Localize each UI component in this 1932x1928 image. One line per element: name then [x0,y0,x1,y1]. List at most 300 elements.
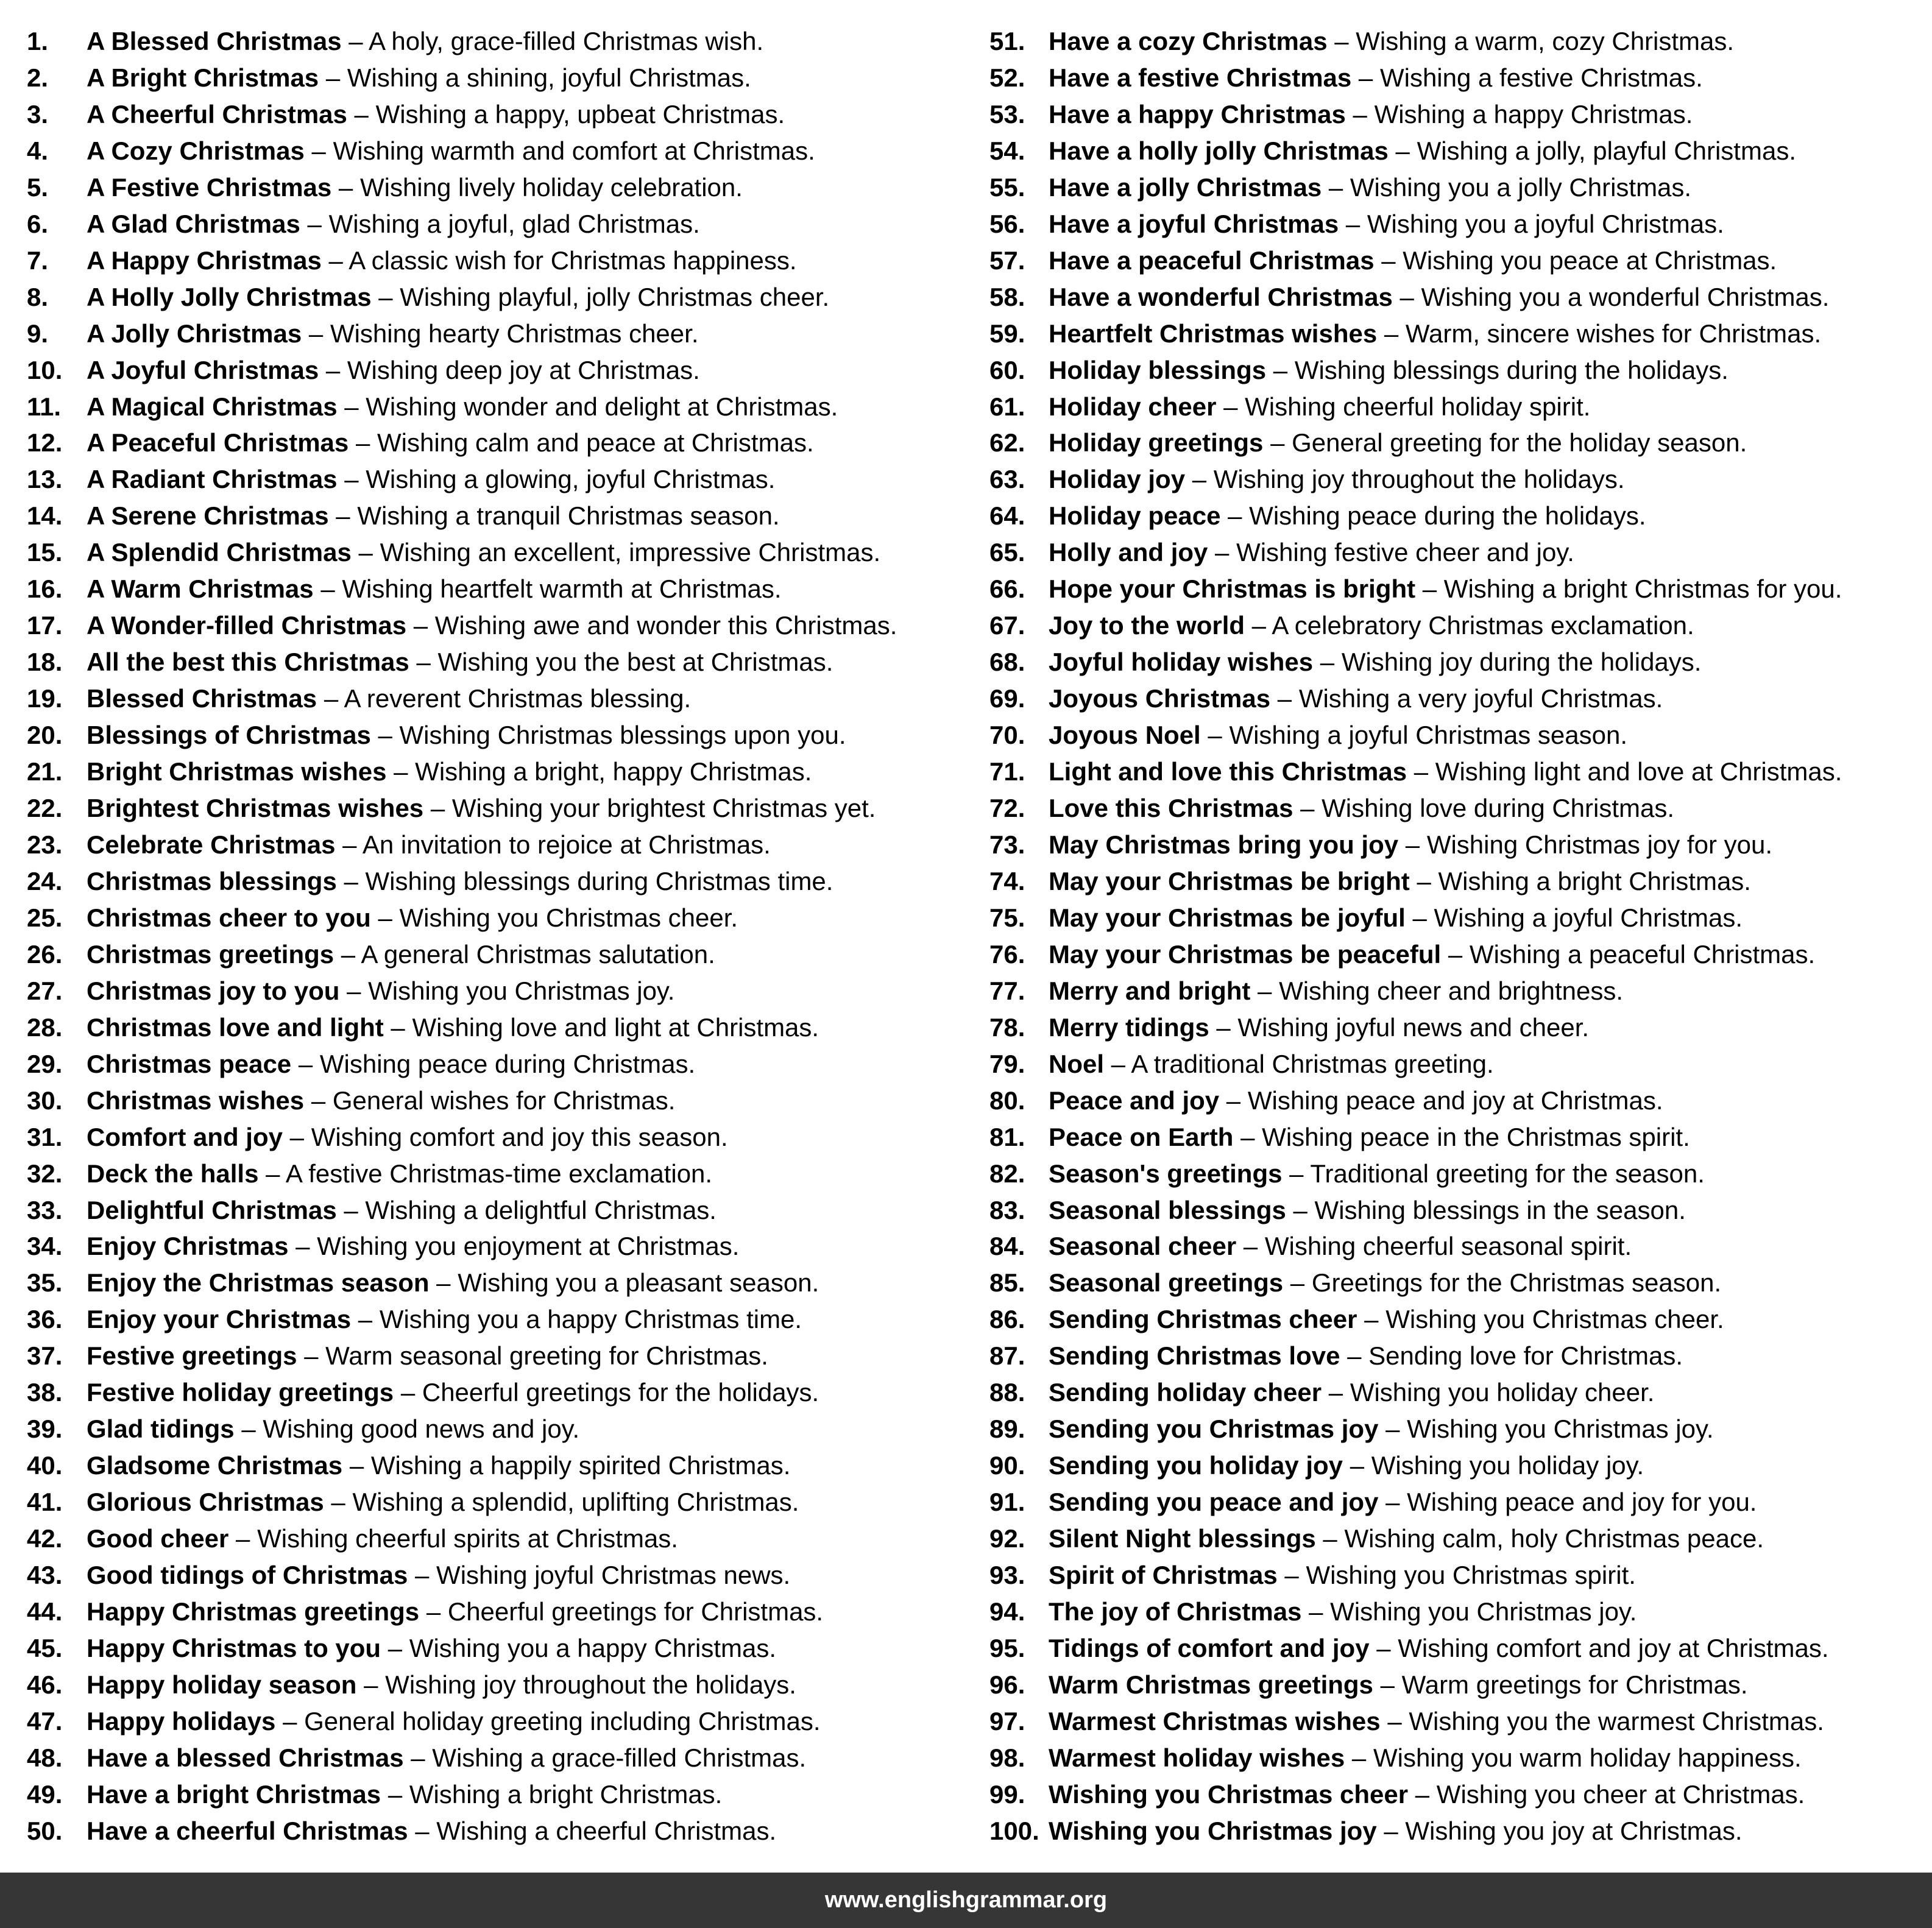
item-body [1049,461,1625,498]
item-description: Wishing a shining, joyful Christmas. [347,63,751,92]
item-description: A festive Christmas-time exclamation. [285,1159,713,1188]
item-term: A Joyful Christmas [87,355,319,384]
item-term: Silent Night blessings [1049,1524,1316,1553]
item-separator: – [324,1488,353,1517]
item-number: 73. [989,830,1025,859]
item-term: A Serene Christmas [87,501,329,531]
item-term: Have a joyful Christmas [1049,209,1339,238]
item-body [1049,1594,1637,1630]
item-number: 60. [989,355,1025,384]
item-number: 64. [989,501,1025,531]
item-separator: – [1219,1086,1248,1115]
item-separator: – [319,63,347,92]
item-description: Wishing blessings during Christmas time. [365,866,833,895]
item-number: 10. [27,355,63,384]
item-number: 11. [27,392,62,421]
item-number: 2. [27,63,49,92]
item-separator: – [304,136,333,165]
item-separator: – [234,1414,263,1444]
item-separator: – [347,99,376,129]
item-separator: – [423,794,452,823]
item-number: 26. [27,939,63,969]
item-term: Happy holidays [87,1706,276,1736]
item-body [87,1520,678,1557]
item-term: Wishing you Christmas joy [1049,1816,1377,1845]
item-body [1049,1338,1683,1374]
item-number: 25. [27,903,63,932]
item-description: Wishing festive cheer and joy. [1236,538,1574,567]
item-body [1049,1484,1757,1520]
item-term: Brightest Christmas wishes [87,794,424,823]
item-number: 99. [989,1779,1025,1809]
item-number: 90. [989,1451,1025,1480]
item-description: Wishing awe and wonder this Christmas. [434,611,897,640]
item-description: Wishing a delightful Christmas. [365,1195,717,1224]
item-term: Holiday joy [1049,465,1186,494]
item-body [1049,133,1796,169]
item-separator: – [302,319,330,348]
item-body [1049,316,1821,352]
item-number: 16. [27,574,63,604]
item-description: Wishing you a happy Christmas. [409,1633,777,1662]
item-description: Wishing love during Christmas. [1322,794,1675,823]
item-separator: – [408,1561,437,1590]
item-term: Sending you peace and joy [1049,1488,1379,1517]
item-separator: – [1233,1122,1262,1151]
item-term: A Glad Christmas [87,209,300,238]
item-body [1049,352,1729,389]
item-body [87,1082,675,1119]
item-description: Wishing wonder and delight at Christmas. [366,392,838,421]
item-separator: – [1378,1488,1407,1517]
item-description: Wishing peace in the Christmas spirit. [1262,1122,1690,1151]
item-separator: – [331,172,360,202]
item-body [87,1776,722,1813]
item-number: 51. [989,27,1025,55]
item-number: 46. [27,1670,63,1699]
item-separator: – [419,1597,448,1626]
item-body [87,534,880,571]
item-number: 83. [989,1195,1025,1224]
item-term: Christmas cheer to you [87,903,371,932]
item-description: Wishing a happily spirited Christmas. [370,1451,791,1480]
item-number: 18. [27,648,63,677]
item-description: Wishing a grace-filled Christmas. [432,1743,807,1772]
item-separator: – [1392,282,1421,311]
item-separator: – [403,1743,433,1772]
item-number: 34. [27,1232,63,1261]
item-body [87,352,700,389]
item-description: Wishing comfort and joy at Christmas. [1398,1633,1829,1662]
item-body [87,206,700,242]
item-separator: – [1415,574,1444,604]
item-term: A Wonder-filled Christmas [87,611,407,640]
item-description: Wishing you holiday cheer. [1350,1378,1655,1407]
item-body [1049,1776,1805,1813]
item-body [87,1630,776,1667]
item-term: Sending holiday cheer [1049,1378,1322,1407]
item-body [87,1594,823,1630]
item-term: Hope your Christmas is bright [1049,574,1416,604]
item-description: Wishing a glowing, joyful Christmas. [366,465,776,494]
item-description: Sending love for Christmas. [1368,1341,1683,1371]
item-term: Joyful holiday wishes [1049,648,1314,677]
item-number: 37. [27,1341,63,1371]
item-separator: – [1327,27,1356,55]
item-term: A Bright Christmas [87,63,319,92]
item-separator: – [1293,794,1322,823]
item-body [87,1265,819,1301]
item-term: A Cozy Christmas [87,136,305,165]
item-number: 17. [27,611,63,640]
item-number: 50. [27,1816,63,1845]
item-description: General wishes for Christmas. [332,1086,676,1115]
item-separator: – [409,648,438,677]
item-separator: – [335,830,363,859]
item-separator: – [1373,1670,1402,1699]
item-description: Wishing calm and peace at Christmas. [377,428,814,457]
item-term: Have a cheerful Christmas [87,1816,408,1845]
item-description: Wishing a bright, happy Christmas. [415,757,812,786]
item-body [1049,680,1663,717]
item-description: Wishing peace and joy at Christmas. [1247,1086,1663,1115]
item-term: Warmest holiday wishes [1049,1743,1345,1772]
item-separator: – [1376,1816,1406,1845]
item-description: A celebratory Christmas exclamation. [1272,611,1694,640]
item-separator: – [1377,319,1406,348]
item-body [1049,607,1694,644]
item-number: 87. [989,1341,1025,1371]
item-number: 31. [27,1122,63,1151]
item-number: 19. [27,684,63,713]
item-body [87,23,763,60]
item-separator: – [1343,1451,1371,1480]
item-body [87,1228,739,1265]
item-description: Wishing cheerful spirits at Christmas. [257,1524,678,1553]
item-description: Wishing joy during the holidays. [1341,648,1702,677]
item-number: 23. [27,830,63,859]
item-separator: – [283,1122,311,1151]
item-separator: – [336,866,366,895]
item-description: Wishing you a happy Christmas time. [379,1305,802,1334]
item-term: A Holly Jolly Christmas [87,282,372,311]
item-term: Merry and bright [1049,976,1251,1005]
item-description: Wishing you a jolly Christmas. [1350,172,1692,202]
item-separator: – [1250,976,1279,1005]
item-number: 75. [989,903,1025,932]
item-number: 40. [27,1451,63,1480]
item-number: 93. [989,1561,1025,1590]
item-term: A Festive Christmas [87,172,332,202]
item-body [1049,1630,1829,1667]
item-body [87,607,897,644]
item-term: Bright Christmas wishes [87,757,387,786]
item-separator: – [1351,63,1380,92]
item-separator: – [1315,1524,1345,1553]
item-separator: – [351,538,380,567]
item-description: Wishing a festive Christmas. [1379,63,1703,92]
item-number: 95. [989,1633,1025,1662]
item-description: Wishing a jolly, playful Christmas. [1417,136,1796,165]
item-term: Have a holly jolly Christmas [1049,136,1389,165]
item-term: Have a bright Christmas [87,1779,381,1809]
item-term: Joyous Noel [1049,721,1201,750]
item-term: Have a jolly Christmas [1049,172,1322,202]
item-description: A reverent Christmas blessing. [344,684,692,713]
item-body [1049,1046,1494,1082]
item-separator: – [1369,1633,1398,1662]
item-description: Wishing peace during Christmas. [319,1049,696,1078]
item-body [87,754,812,790]
item-description: Wishing a warm, cozy Christmas. [1356,27,1735,55]
item-number: 69. [989,684,1025,713]
item-separator: – [386,757,416,786]
item-description: Wishing blessings during the holidays. [1294,355,1729,384]
item-separator: – [1345,99,1375,129]
item-term: Blessings of Christmas [87,721,371,750]
item-body [1049,717,1627,754]
item-description: Wishing blessings in the season. [1314,1195,1686,1224]
item-body [1049,1703,1824,1740]
item-term: Good tidings of Christmas [87,1561,408,1590]
item-body [87,242,797,279]
item-number: 100. [989,1816,1039,1845]
item-body [1049,936,1815,973]
item-term: Wishing you Christmas cheer [1049,1779,1409,1809]
item-description: Wishing you cheer at Christmas. [1436,1779,1805,1809]
item-number: 54. [989,136,1025,165]
item-number: 79. [989,1049,1025,1078]
item-number: 58. [989,282,1025,311]
item-description: Wishing a bright Christmas. [1438,866,1751,895]
item-body [87,1156,712,1192]
item-description: Wishing a joyful Christmas season. [1229,721,1628,750]
item-number: 62. [989,428,1025,457]
footer-banner [0,1873,1932,1928]
item-separator: – [334,939,361,969]
item-description: Wishing you enjoyment at Christmas. [317,1232,740,1261]
item-separator: – [1441,939,1470,969]
item-description: Wishing you warm holiday happiness. [1373,1743,1802,1772]
item-term: Holiday peace [1049,501,1221,531]
item-term: May your Christmas be peaceful [1049,939,1442,969]
item-number: 86. [989,1305,1025,1334]
item-number: 3. [27,99,49,129]
item-term: Have a happy Christmas [1049,99,1346,129]
item-term: Sending you Christmas joy [1049,1414,1379,1444]
item-term: All the best this Christmas [87,648,409,677]
item-body [1049,571,1842,607]
item-separator: – [351,1305,380,1334]
item-number: 12. [27,428,63,457]
item-number: 59. [989,319,1025,348]
item-number: 38. [27,1378,63,1407]
item-body [87,60,751,96]
item-description: Wishing a peaceful Christmas. [1469,939,1816,969]
item-separator: – [341,27,369,55]
item-term: Sending you holiday joy [1049,1451,1343,1480]
item-number: 74. [989,866,1025,895]
item-separator: – [1408,1779,1437,1809]
item-description: Wishing a happy Christmas. [1374,99,1693,129]
item-number: 33. [27,1195,63,1224]
item-body [1049,389,1590,425]
item-term: Love this Christmas [1049,794,1293,823]
item-description: A holy, grace-filled Christmas wish. [369,27,764,55]
item-term: Have a blessed Christmas [87,1743,404,1772]
item-separator: – [339,976,369,1005]
item-description: Wishing warmth and comfort at Christmas. [333,136,815,165]
item-separator: – [1388,136,1417,165]
item-term: Holiday greetings [1049,428,1264,457]
item-separator: – [1409,866,1438,895]
footer-website-link[interactable]: www.englishgrammar.org [824,1887,1108,1913]
item-separator: – [1208,538,1237,567]
item-description: Wishing peace during the holidays. [1249,501,1646,531]
item-number: 41. [27,1488,63,1517]
item-body [1049,1009,1589,1046]
item-description: Warm seasonal greeting for Christmas. [325,1341,768,1371]
item-body [1049,1228,1632,1265]
item-separator: – [1322,1378,1350,1407]
item-term: Enjoy Christmas [87,1232,289,1261]
item-term: Heartfelt Christmas wishes [1049,319,1378,348]
item-body [87,1374,819,1411]
item-term: Glad tidings [87,1414,235,1444]
item-number: 91. [989,1488,1025,1517]
item-description: An invitation to rejoice at Christmas. [362,830,771,859]
item-separator: – [1286,1195,1315,1224]
item-number: 43. [27,1561,63,1590]
item-term: Holly and joy [1049,538,1208,567]
item-body [1049,1411,1714,1447]
item-term: Joyous Christmas [1049,684,1271,713]
item-term: Festive holiday greetings [87,1378,394,1407]
item-separator: – [1313,648,1342,677]
item-description: Wishing love and light at Christmas. [412,1012,819,1042]
item-separator: – [1200,721,1230,750]
item-term: May your Christmas be bright [1049,866,1410,895]
item-term: Have a cozy Christmas [1049,27,1328,55]
item-number: 82. [989,1159,1025,1188]
item-body [87,973,674,1009]
item-number: 1. [27,27,49,55]
item-body [87,863,833,900]
item-term: Noel [1049,1049,1105,1078]
item-term: Light and love this Christmas [1049,757,1407,786]
item-number: 39. [27,1414,63,1444]
item-body [87,1667,796,1703]
item-separator: – [336,1195,366,1224]
item-term: Christmas peace [87,1049,292,1078]
item-term: Comfort and joy [87,1122,283,1151]
item-description: Traditional greeting for the season. [1310,1159,1705,1188]
item-separator: – [370,721,400,750]
item-term: Have a peaceful Christmas [1049,245,1375,275]
item-body [1049,1667,1748,1703]
item-term: A Splendid Christmas [87,538,352,567]
item-term: Have a festive Christmas [1049,63,1352,92]
item-separator: – [408,1816,437,1845]
item-separator: – [356,1670,386,1699]
item-body [87,1301,802,1338]
item-number: 70. [989,721,1025,750]
item-separator: – [337,465,366,494]
item-body [87,1557,790,1594]
item-body [87,169,743,206]
item-number: 55. [989,172,1025,202]
item-separator: – [1357,1305,1386,1334]
item-description: Wishing you holiday joy. [1371,1451,1644,1480]
item-body [87,717,846,754]
item-term: Holiday cheer [1049,392,1217,421]
item-body [87,1119,728,1156]
item-body [1049,23,1734,60]
item-body [1049,60,1703,96]
item-body [1049,1156,1705,1192]
item-body [1049,242,1777,279]
item-description: Warm, sincere wishes for Christmas. [1405,319,1822,348]
item-number: 44. [27,1597,63,1626]
item-body [1049,1557,1636,1594]
item-separator: – [1282,1159,1311,1188]
item-separator: – [328,501,358,531]
item-description: Wishing you a joyful Christmas. [1367,209,1724,238]
item-description: Wishing calm, holy Christmas peace. [1344,1524,1764,1553]
item-separator: – [1185,465,1214,494]
item-term: May Christmas bring you joy [1049,830,1399,859]
item-number: 35. [27,1268,63,1298]
item-description: Greetings for the Christmas season. [1311,1268,1722,1298]
item-description: Warm greetings for Christmas. [1401,1670,1748,1699]
item-body [87,571,782,607]
item-number: 7. [27,245,49,275]
item-separator: – [321,245,349,275]
item-body [87,900,738,936]
item-description: Wishing cheerful seasonal spirit. [1264,1232,1632,1261]
item-number: 15. [27,538,63,567]
item-term: Tidings of comfort and joy [1049,1633,1370,1662]
item-body [1049,900,1743,936]
item-term: Celebrate Christmas [87,830,336,859]
item-body [87,96,785,133]
item-term: Christmas love and light [87,1012,384,1042]
item-term: Delightful Christmas [87,1195,337,1224]
item-separator: – [1245,611,1272,640]
item-number: 65. [989,538,1025,567]
item-description: Wishing peace and joy for you. [1407,1488,1757,1517]
item-separator: – [1398,830,1427,859]
item-separator: – [1378,1414,1407,1444]
item-number: 92. [989,1524,1025,1553]
item-separator: – [1322,172,1350,202]
item-number: 57. [989,245,1025,275]
item-number: 42. [27,1524,63,1553]
item-body [87,133,815,169]
item-term: Christmas greetings [87,939,334,969]
item-body [1049,1813,1743,1849]
item-description: Wishing you joy at Christmas. [1405,1816,1743,1845]
item-number: 76. [989,939,1025,969]
item-body [87,316,699,352]
item-body [1049,1301,1724,1338]
item-term: Peace on Earth [1049,1122,1234,1151]
item-number: 89. [989,1414,1025,1444]
item-body [1049,498,1646,534]
item-body [87,1046,695,1082]
item-number: 66. [989,574,1025,604]
item-number: 13. [27,465,63,494]
